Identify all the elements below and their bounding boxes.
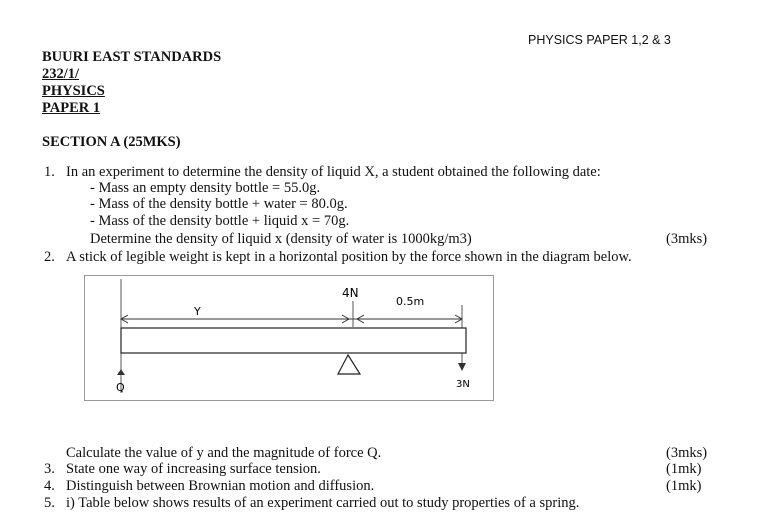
label-q: Q <box>116 381 125 394</box>
question-1-text: In an experiment to determine the density of liquid X, a student obtained the following date: <box>66 164 601 180</box>
section-title: SECTION A (25MKS) <box>42 134 181 150</box>
school-name: BUURI EAST STANDARDS <box>42 49 222 65</box>
label-y: Y <box>194 305 201 318</box>
question-3-marks: (1mk) <box>666 461 702 477</box>
paper-code: 232/1/ <box>42 66 80 82</box>
paper-number: PAPER 1 <box>42 100 101 116</box>
question-1-item-2: - Mass of the density bottle + water = 80.0g. <box>90 196 348 212</box>
lever-diagram <box>84 275 494 401</box>
question-5-text: i) Table below shows results of an experiment carried out to study properties of a spring. <box>66 495 580 511</box>
question-4-text: Distinguish between Brownian motion and diffusion. <box>66 478 375 494</box>
question-3-text: State one way of increasing surface tension. <box>66 461 321 477</box>
subject-title: PHYSICS <box>42 83 105 99</box>
label-05m: 0.5m <box>396 295 425 308</box>
question-2-number: 2. <box>44 249 55 265</box>
paper-label: PHYSICS PAPER 1,2 & 3 <box>528 33 671 47</box>
label-3n: 3N <box>456 379 470 390</box>
question-2-text: A stick of legible weight is kept in a horizontal position by the force shown in the diagram below. <box>66 249 632 265</box>
question-5-number: 5. <box>44 495 55 511</box>
question-4-marks: (1mk) <box>666 478 702 494</box>
question-1-number: 1. <box>44 164 55 180</box>
question-3-number: 3. <box>44 461 55 477</box>
question-1-instruction: Determine the density of liquid x (density of water is 1000kg/m3) <box>90 231 472 247</box>
label-4n: 4N <box>342 286 359 300</box>
question-4-number: 4. <box>44 478 55 494</box>
question-1-item-1: - Mass an empty density bottle = 55.0g. <box>90 180 321 196</box>
stick <box>121 328 466 353</box>
question-2-marks: (3mks) <box>666 445 708 461</box>
question-1-item-3: - Mass of the density bottle + liquid x = 70g. <box>90 213 350 229</box>
question-2-instruction: Calculate the value of y and the magnitude of force Q. <box>66 445 382 461</box>
question-1-marks: (3mks) <box>666 231 708 247</box>
